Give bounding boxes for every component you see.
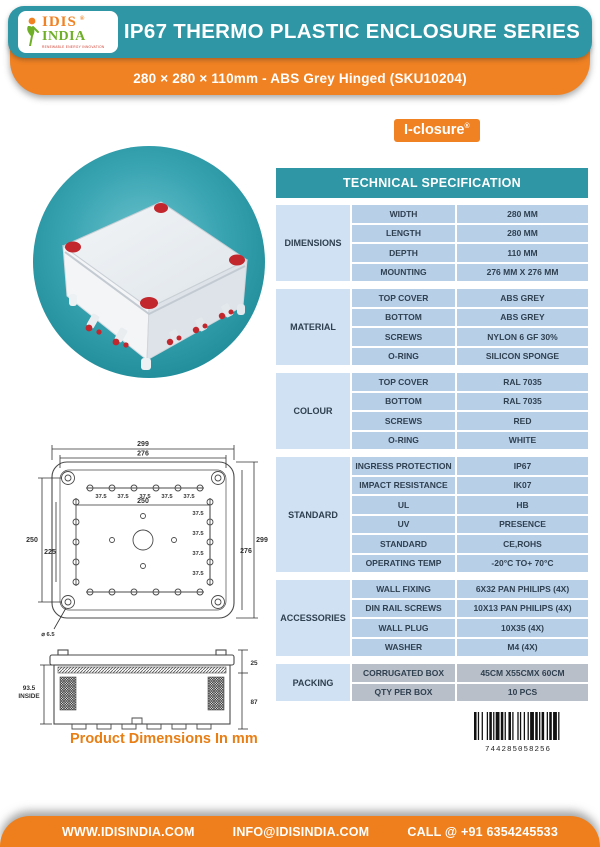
footer-email: INFO@IDISINDIA.COM [232, 824, 370, 839]
spec-value: 10X13 PAN PHILIPS (4X) [457, 600, 588, 618]
spec-key: DIN RAIL SCREWS [352, 600, 455, 618]
spec-key: OPERATING TEMP [352, 555, 455, 573]
spec-section-label: COLOUR [276, 373, 350, 449]
registered-icon: ® [79, 16, 86, 23]
footer-website: WWW.IDISINDIA.COM [62, 824, 195, 839]
spec-value: IK07 [457, 477, 588, 495]
hole-diameter-label: ⌀ 6.5 [41, 632, 55, 638]
spec-row [352, 373, 588, 391]
spec-section-rows [352, 580, 588, 656]
footer-phone: CALL @ +91 6354245533 [407, 824, 558, 839]
spec-row [352, 432, 588, 450]
spec-section [276, 289, 588, 365]
spec-row [352, 664, 588, 682]
spec-value: 45CM X55CMX 60CM [457, 664, 588, 682]
product-subtitle: 280 × 280 × 110mm - ABS Grey Hinged (SKU10204) [133, 71, 467, 86]
spec-row [352, 516, 588, 534]
spec-row [352, 264, 588, 282]
spec-row [352, 328, 588, 346]
spec-key: WASHER [352, 639, 455, 657]
spec-row [352, 457, 588, 475]
spec-value: 280 MM [457, 205, 588, 223]
spec-value: IP67 [457, 457, 588, 475]
spec-key: BOTTOM [352, 393, 455, 411]
page-title: IP67 THERMO PLASTIC ENCLOSURE SERIES [123, 20, 581, 43]
pitch-right-label: 37.5 [192, 531, 204, 537]
person-icon [24, 16, 40, 48]
spec-table-title: TECHNICAL SPECIFICATION [276, 168, 588, 198]
spec-value: 6X32 PAN PHILIPS (4X) [457, 580, 588, 598]
spec-value: ABS GREY [457, 309, 588, 327]
spec-section-label: MATERIAL [276, 289, 350, 365]
spec-value: 110 MM [457, 244, 588, 262]
dim-inner-width: 250 [137, 498, 149, 505]
spec-row [352, 393, 588, 411]
dimensions-caption: Product Dimensions In mm [70, 731, 258, 747]
spec-value: SILICON SPONGE [457, 348, 588, 366]
dim-right-outer: 299 [256, 537, 268, 544]
spec-section [276, 580, 588, 656]
spec-section-rows [352, 289, 588, 365]
spec-section-label: STANDARD [276, 457, 350, 572]
dim-inside-value: 93.5 [22, 685, 36, 692]
spec-value: M4 (4X) [457, 639, 588, 657]
spec-row [352, 639, 588, 657]
spec-section [276, 205, 588, 281]
spec-key: DEPTH [352, 244, 455, 262]
spec-value: NYLON 6 GF 30% [457, 328, 588, 346]
dim-left-inner: 225 [44, 549, 56, 556]
dim-total: 87 [250, 699, 258, 706]
barcode [474, 712, 562, 754]
spec-key: TOP COVER [352, 373, 455, 391]
spec-key: UL [352, 496, 455, 514]
dim-lid: 25 [250, 660, 258, 667]
dim-right-inner: 276 [240, 548, 252, 555]
spec-value: WHITE [457, 432, 588, 450]
spec-row [352, 580, 588, 598]
enclosure-illustration [33, 146, 265, 378]
spec-key: SCREWS [352, 328, 455, 346]
spec-row [352, 348, 588, 366]
footer-bar [0, 816, 600, 847]
spec-table [276, 168, 588, 709]
spec-value: CE,ROHS [457, 535, 588, 553]
side-view-drawing [14, 646, 270, 738]
spec-value: 280 MM [457, 225, 588, 243]
spec-section-rows [352, 664, 588, 701]
spec-key: MOUNTING [352, 264, 455, 282]
spec-key: STANDARD [352, 535, 455, 553]
top-view-drawing [14, 438, 270, 643]
dim-top-outer: 299 [137, 441, 149, 448]
spec-table-body [276, 205, 588, 701]
spec-section-rows [352, 373, 588, 449]
spec-key: SCREWS [352, 412, 455, 430]
spec-section-label: ACCESSORIES [276, 580, 350, 656]
spec-section [276, 373, 588, 449]
spec-value: RAL 7035 [457, 393, 588, 411]
spec-row [352, 496, 588, 514]
spec-key: CORRUGATED BOX [352, 664, 455, 682]
spec-key: BOTTOM [352, 309, 455, 327]
spec-value: RED [457, 412, 588, 430]
barcode-bars [474, 712, 562, 740]
spec-value: RAL 7035 [457, 373, 588, 391]
pitch-right-label: 37.5 [192, 551, 204, 557]
spec-value: -20°C TO+ 70°C [457, 555, 588, 573]
spec-key: LENGTH [352, 225, 455, 243]
spec-row [352, 309, 588, 327]
spec-key: WIDTH [352, 205, 455, 223]
spec-key: O-RING [352, 432, 455, 450]
barcode-number: 744285058256 [484, 746, 551, 754]
spec-row [352, 477, 588, 495]
spec-key: WALL FIXING [352, 580, 455, 598]
spec-section [276, 457, 588, 572]
spec-value: HB [457, 496, 588, 514]
spec-key: UV [352, 516, 455, 534]
spec-section-label: PACKING [276, 664, 350, 701]
spec-row [352, 619, 588, 637]
spec-row [352, 535, 588, 553]
spec-row [352, 412, 588, 430]
spec-value: ABS GREY [457, 289, 588, 307]
logo-word-india: INDIA [42, 29, 86, 45]
spec-section-rows [352, 205, 588, 281]
header-bar [8, 6, 592, 58]
brand-badge [394, 119, 480, 142]
spec-row [352, 555, 588, 573]
spec-section-label: DIMENSIONS [276, 205, 350, 281]
brand-registered-icon: ® [464, 123, 470, 131]
pitch-label: 37.5 [161, 494, 173, 500]
spec-key: INGRESS PROTECTION [352, 457, 455, 475]
spec-key: TOP COVER [352, 289, 455, 307]
spec-row [352, 244, 588, 262]
spec-key: IMPACT RESISTANCE [352, 477, 455, 495]
spec-row [352, 684, 588, 702]
pitch-right-label: 37.5 [192, 571, 204, 577]
spec-key: WALL PLUG [352, 619, 455, 637]
dim-left-outer: 250 [26, 537, 38, 544]
logo-tagline: RENEWABLE ENERGY INNOVATION [42, 44, 105, 49]
spec-section-rows [352, 457, 588, 572]
company-logo [18, 11, 118, 53]
spec-key: O-RING [352, 348, 455, 366]
dim-inside-label: INSIDE [18, 693, 40, 700]
pitch-label: 37.5 [183, 494, 195, 500]
pitch-right-label: 37.5 [192, 511, 204, 517]
pitch-label: 37.5 [139, 494, 151, 500]
spec-row [352, 205, 588, 223]
brand-name: I-closure [404, 122, 465, 138]
pitch-label: 37.5 [117, 494, 129, 500]
product-photo [33, 146, 265, 378]
spec-value: 276 MM X 276 MM [457, 264, 588, 282]
pitch-label: 37.5 [95, 494, 107, 500]
spec-key: QTY PER BOX [352, 684, 455, 702]
spec-row [352, 225, 588, 243]
spec-value: 10X35 (4X) [457, 619, 588, 637]
spec-row [352, 289, 588, 307]
spec-value: 10 PCS [457, 684, 588, 702]
spec-row [352, 600, 588, 618]
spec-section [276, 664, 588, 701]
dim-top-inner: 276 [137, 450, 149, 458]
spec-value: PRESENCE [457, 516, 588, 534]
logo-word-idis: IDIS [42, 14, 77, 31]
logo-text [42, 15, 105, 49]
